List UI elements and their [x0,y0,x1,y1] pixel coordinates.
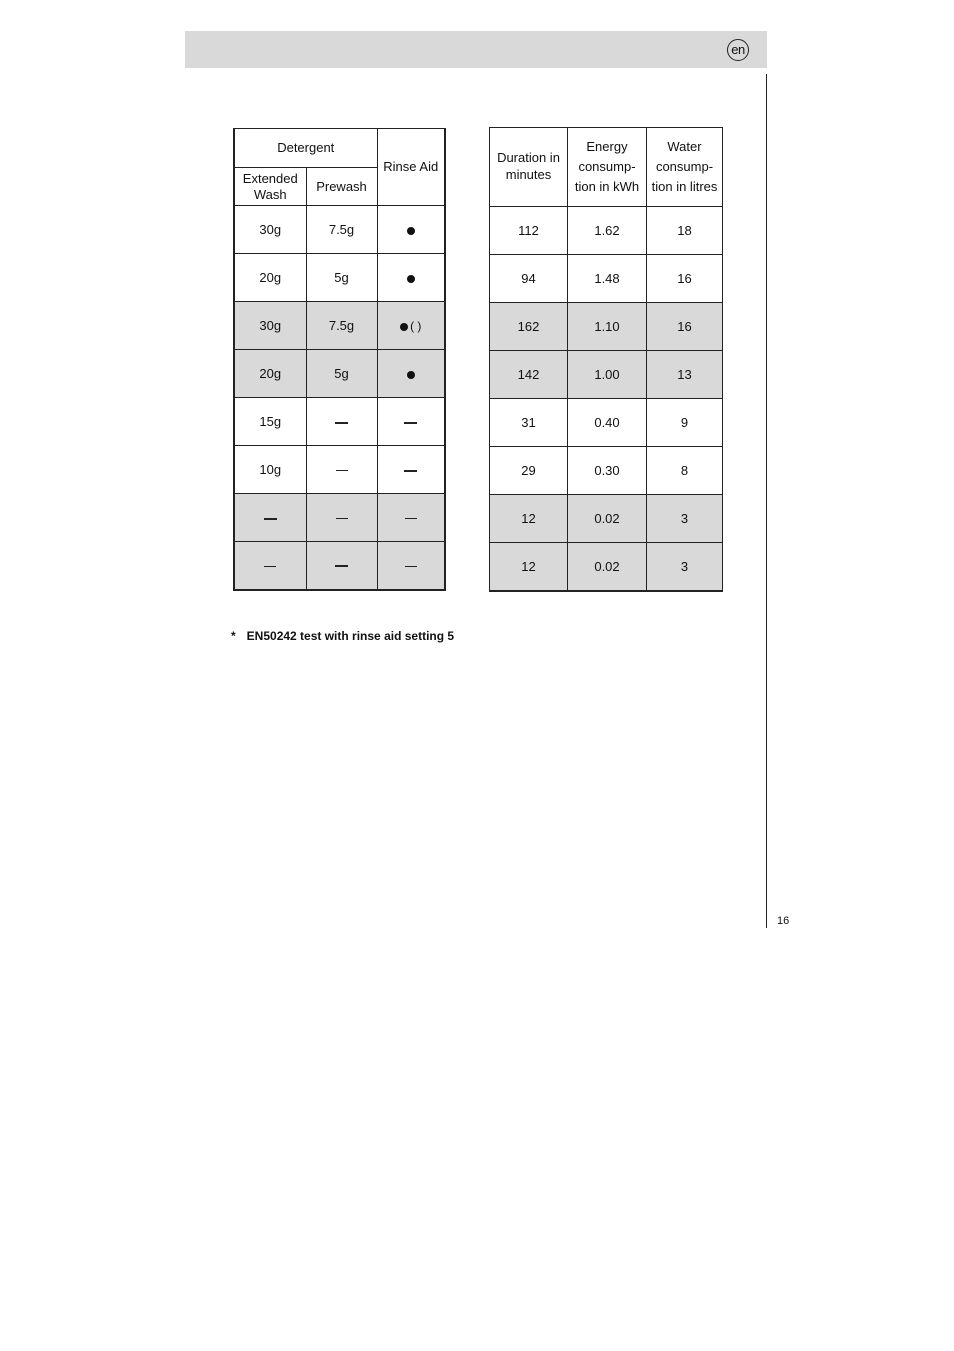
page-number: 16 [777,915,790,927]
extended-wash-value: 30g [259,318,282,333]
duration-cell [490,303,568,351]
table-row [490,447,723,495]
duration-header [490,128,568,207]
footnote-marker: * [231,629,236,643]
extended-wash-value: 10g [259,462,282,477]
energy-value: 1.10 [594,319,620,334]
extended-wash-cell [234,302,306,350]
rinse-aid-cell [377,446,445,494]
extended-wash-value: 20g [259,366,282,381]
duration-cell [490,447,568,495]
duration-value: 142 [517,367,540,382]
extended-wash-value: 30g [259,222,282,237]
bullet-icon [407,371,415,379]
prewash-value: 7.5g [328,318,355,333]
extended-wash-header: Extended Wash [234,168,306,206]
water-header [647,128,723,207]
dash-icon [335,422,348,424]
water-value: 16 [677,271,692,286]
consumption-table [489,127,723,592]
rinse-aid-cell [377,542,445,590]
energy-cell [568,303,647,351]
extended-wash-cell [234,350,306,398]
rinse-aid-cell [377,206,445,254]
prewash-cell [306,254,377,302]
energy-value: 0.30 [594,463,620,478]
extended-wash-cell [234,542,306,590]
duration-value: 112 [518,223,539,238]
table-row [234,254,445,302]
water-cell [647,543,723,591]
table-row [234,206,445,254]
duration-value: 94 [521,271,536,286]
water-cell [647,399,723,447]
energy-header [568,128,647,207]
duration-cell [490,495,568,543]
prewash-cell [306,350,377,398]
prewash-header: Prewash [306,168,377,206]
water-cell [647,207,723,255]
prewash-value: 5g [334,270,349,285]
bullet-icon [400,323,408,331]
prewash-cell [306,446,377,494]
duration-cell [490,543,568,591]
energy-cell [568,495,647,543]
extended-wash-cell [234,446,306,494]
table-row [234,446,445,494]
water-value: 3 [680,558,689,574]
footnote-text: EN50242 test with rinse aid setting 5 [246,629,455,643]
water-value: 13 [677,367,692,382]
prewash-value: 5g [334,366,349,381]
extended-wash-cell [234,254,306,302]
rinse-aid-cell [377,302,445,350]
energy-value: 1.62 [594,223,620,238]
duration-cell [490,399,568,447]
energy-cell [568,207,647,255]
table-row [234,398,445,446]
water-value: 16 [677,319,692,334]
dash-icon [404,422,417,424]
water-cell [647,495,723,543]
dash-icon [336,518,348,519]
energy-cell [568,543,647,591]
water-cell [647,447,723,495]
extended-wash-cell [234,206,306,254]
energy-value: 0.02 [594,558,620,574]
energy-value: 1.00 [594,367,620,382]
energy-cell [568,447,647,495]
table-row [234,542,445,590]
energy-header-text: Energy consump-tion in kWh [574,139,640,194]
detergent-group-header: Detergent [234,129,377,168]
table-row [234,350,445,398]
footnote [231,629,454,643]
energy-value: 0.02 [594,511,620,526]
duration-cell [490,255,568,303]
table-row [490,543,723,591]
extended-wash-value: 15g [259,414,282,429]
water-value: 8 [680,463,689,478]
bullet-icon [407,275,415,283]
prewash-cell [306,494,377,542]
rinse-aid-cell [377,350,445,398]
water-value: 3 [680,511,689,526]
prewash-cell [306,302,377,350]
water-cell [647,351,723,399]
energy-value: 1.48 [594,271,620,286]
optional-paren: ( ) [410,319,422,333]
table-row [490,495,723,543]
extended-wash-value: 20g [259,270,282,285]
prewash-cell [306,542,377,590]
energy-cell [568,399,647,447]
table-row [234,302,445,350]
extended-wash-cell [234,494,306,542]
rinse-aid-cell [377,494,445,542]
water-header-text: Water consump-tion in litres [651,139,718,194]
duration-cell [490,351,568,399]
detergent-table [233,128,446,591]
table-row [490,207,723,255]
water-value: 9 [680,415,689,430]
energy-value: 0.40 [594,415,620,430]
duration-value: 12 [521,511,536,526]
table-row [490,255,723,303]
language-badge: en [727,39,749,61]
energy-cell [568,255,647,303]
table-row [490,351,723,399]
table-row [490,399,723,447]
dash-icon [404,470,417,472]
dash-icon [405,518,417,519]
prewash-value: 7.5g [328,222,355,237]
rinse-aid-header: Rinse Aid [377,129,445,206]
dash-icon [335,565,348,567]
bullet-icon [407,227,415,235]
water-cell [647,303,723,351]
dash-icon [264,518,277,520]
duration-value: 29 [521,463,536,478]
dash-icon [405,566,417,567]
margin-line [766,74,767,928]
dash-icon [336,470,348,471]
water-cell [647,255,723,303]
water-value: 18 [677,223,692,238]
duration-value: 31 [521,415,536,430]
header-bar [185,31,767,68]
duration-header-text: Duration in minutes [497,150,560,182]
extended-wash-cell [234,398,306,446]
table-row [490,303,723,351]
rinse-aid-cell [377,398,445,446]
rinse-aid-cell [377,254,445,302]
duration-value: 12 [521,558,536,574]
dash-icon [264,566,276,567]
duration-cell [490,207,568,255]
prewash-cell [306,398,377,446]
table-row [234,494,445,542]
energy-cell [568,351,647,399]
prewash-cell [306,206,377,254]
duration-value: 162 [517,319,540,334]
